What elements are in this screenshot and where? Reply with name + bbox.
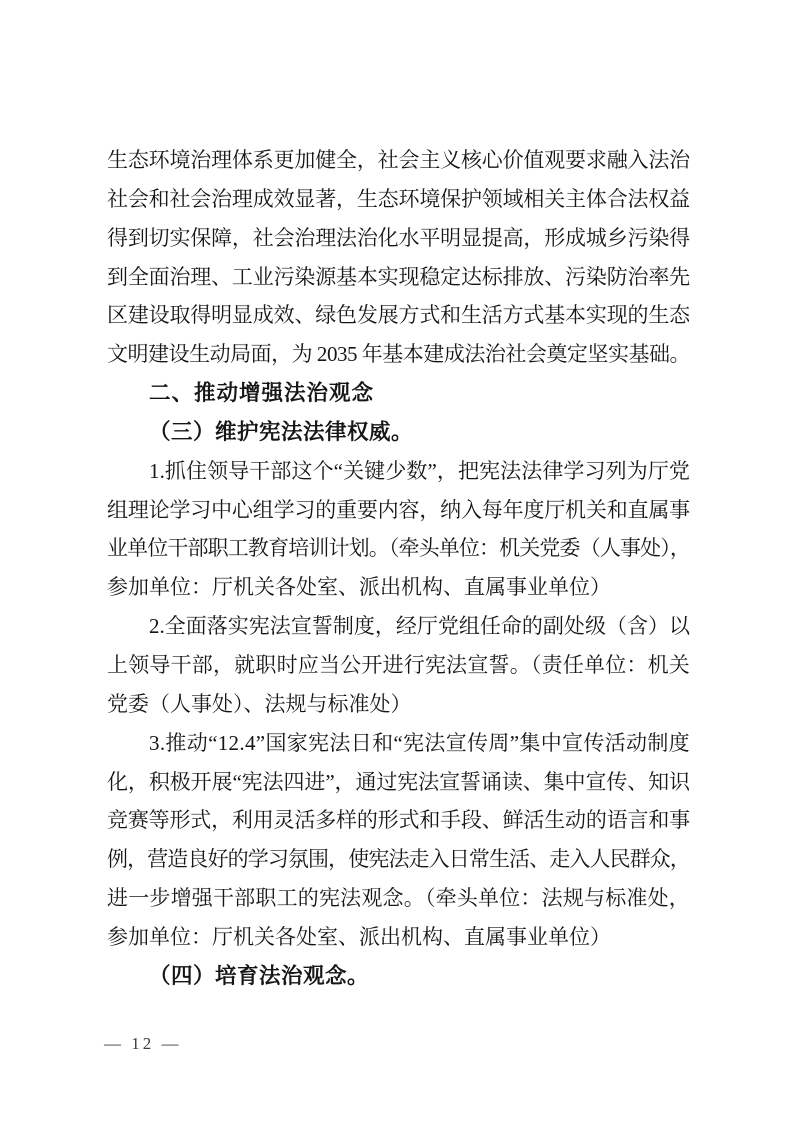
paragraph-line-text: 化，积极开展“宪法四进”，通过宪法宣誓诵读、集中宣传、知识 <box>107 769 691 794</box>
paragraph-line <box>107 607 690 646</box>
paragraph-line-text: 进一步增强干部职工的宪法观念。（牵头单位：法规与标准处， <box>107 886 690 911</box>
paragraph-line <box>107 763 690 802</box>
section-heading <box>107 374 690 413</box>
page-number: — 12 — <box>104 1034 182 1053</box>
paragraph-line-text: 参加单位：厅机关各处室、派出机构、直属事业单位） <box>107 924 611 949</box>
paragraph-line <box>107 646 690 685</box>
paragraph-line <box>107 258 690 297</box>
paragraph-line <box>107 491 690 530</box>
paragraph-line <box>107 452 690 491</box>
document-body <box>107 141 690 996</box>
section-heading-text: 二、推动增强法治观念 <box>149 381 375 406</box>
paragraph-line-text: 到全面治理、工业污染源基本实现稳定达标排放、污染防治率先 <box>107 264 690 289</box>
paragraph-line-text: 得到切实保障，社会治理法治化水平明显提高，形成城乡污染得 <box>107 225 690 250</box>
paragraph-line <box>107 724 690 763</box>
paragraph-line <box>107 801 690 840</box>
paragraph-line <box>107 685 690 724</box>
subsection-heading <box>107 413 690 452</box>
paragraph-line-text: 党委（人事处）、法规与标准处） <box>107 691 412 716</box>
paragraph-line-text: 生态环境治理体系更加健全，社会主义核心价值观要求融入法治 <box>107 148 690 172</box>
subsection-heading-text: （四）培育法治观念。 <box>149 963 370 988</box>
paragraph-line <box>107 335 690 374</box>
paragraph-line-text: 1.抓住领导干部这个“关键少数”，把宪法法律学习列为厅党 <box>149 458 690 483</box>
paragraph-line-text: 文明建设生动局面，为 2035 年基本建成法治社会奠定坚实基础。 <box>107 342 691 367</box>
paragraph-line-text: 例，营造良好的学习氛围，使宪法走入日常生活、走入人民群众， <box>107 847 690 872</box>
paragraph-line <box>107 879 690 918</box>
paragraph-line-text: 组理论学习中心组学习的重要内容，纳入每年度厅机关和直属事 <box>107 497 690 522</box>
paragraph-line <box>107 918 690 957</box>
paragraph-line-text: 参加单位：厅机关各处室、派出机构、直属事业单位） <box>107 575 611 600</box>
subsection-heading <box>107 957 690 996</box>
paragraph-line <box>107 529 690 568</box>
paragraph-line-text: 2.全面落实宪法宣誓制度，经厅党组任命的副处级（含）以 <box>149 614 690 639</box>
paragraph-line-text: 社会和社会治理成效显著，生态环境保护领域相关主体合法权益 <box>107 186 690 211</box>
paragraph-line-text: 区建设取得明显成效、绿色发展方式和生活方式基本实现的生态 <box>107 303 690 328</box>
paragraph-line-text: 业单位干部职工教育培训计划。（牵头单位：机关党委（人事处）， <box>107 536 690 561</box>
subsection-heading-text: （三）维护宪法法律权威。 <box>149 419 414 444</box>
paragraph-line-text: 竞赛等形式，利用灵活多样的形式和手段、鲜活生动的语言和事 <box>107 808 690 833</box>
paragraph-line <box>107 141 690 180</box>
paragraph-line <box>107 568 690 607</box>
paragraph-line <box>107 840 690 879</box>
paragraph-line <box>107 219 690 258</box>
paragraph-line <box>107 180 690 219</box>
paragraph-line <box>107 296 690 335</box>
paragraph-line-text: 3.推动“12.4”国家宪法日和“宪法宣传周”集中宣传活动制度 <box>149 730 691 755</box>
paragraph-line-text: 上领导干部，就职时应当公开进行宪法宣誓。（责任单位：机关 <box>107 652 690 677</box>
